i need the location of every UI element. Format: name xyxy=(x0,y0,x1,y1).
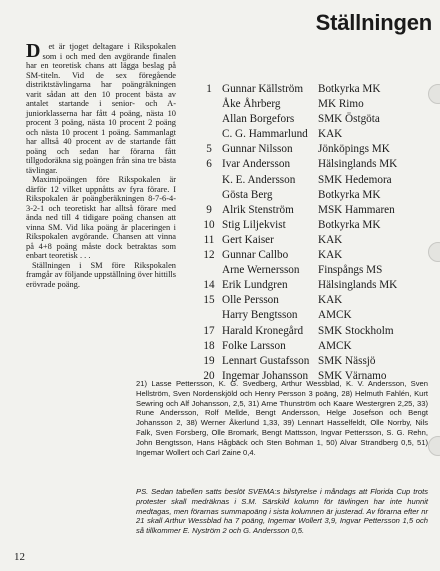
standing-position: 20 xyxy=(203,369,215,382)
intro-paragraph-2: Maximipoängen före Rikspokalen är därför 12 vilket uppnåtts av fyra förare. I Rikspokalen är poängberäkningen 8-7-6-4-3-2-1 och teoretiskt har alltså förare med ända ned till 4 tidigare poäng chansen att vinna SM. Vid lika poäng är placeringen i Rikspokalen avgörande. Chansen att vinna på 4+8 poäng måste dock betraktas som enbart teoretisk . . . xyxy=(26,175,176,260)
standings-row xyxy=(196,97,434,112)
club-name: SMK Hedemora xyxy=(318,173,392,186)
club-name: KAK xyxy=(318,249,343,262)
standings-row xyxy=(196,142,434,157)
intro-text xyxy=(26,42,176,289)
standing-position: 10 xyxy=(203,218,215,231)
standings-row xyxy=(196,173,434,188)
standing-position xyxy=(196,97,222,112)
club-name: Botkyrka MK xyxy=(318,218,381,231)
standing-position: 11 xyxy=(203,233,215,246)
standing-position xyxy=(196,173,222,188)
standing-position xyxy=(196,308,222,323)
club-name: SMK Östgöta xyxy=(318,113,380,126)
driver-name: Gunnar Callbo xyxy=(222,249,289,262)
standings-row xyxy=(196,112,434,127)
driver-name: Allan Borgefors xyxy=(222,113,295,126)
standing-position xyxy=(196,263,222,278)
club-name: SMK Värnamo xyxy=(318,369,387,382)
standing-position: 18 xyxy=(203,339,215,352)
driver-name: Gert Kaiser xyxy=(222,233,274,246)
standing-position: 6 xyxy=(206,158,212,171)
club-name: Botkyrka MK xyxy=(318,83,381,95)
standings-row xyxy=(196,339,434,354)
standing-position xyxy=(196,188,222,203)
standing-position xyxy=(196,127,222,142)
standings-row xyxy=(196,293,434,308)
club-name: Finspångs MS xyxy=(318,264,383,277)
standings-row xyxy=(196,82,434,97)
intro-paragraph-1 xyxy=(26,42,176,175)
driver-name: Erik Lundgren xyxy=(222,279,288,292)
standings-row xyxy=(196,278,434,293)
driver-name: Gunnar Källström xyxy=(222,83,304,95)
standing-position xyxy=(196,112,222,127)
standings-row xyxy=(196,218,434,233)
driver-name: Åke Åhrberg xyxy=(222,98,281,111)
standing-position: 15 xyxy=(203,294,215,307)
club-name: Hälsinglands MK xyxy=(318,158,398,171)
additional-standings-note: 21) Lasse Pettersson, K. G. Svedberg, Arthur Wessblad, K. V. Andersson, Sven Hellström, Sven Nordenskjöld och Henry Persson 3 poäng, 28) Helmuth Fahlén, Kurt Sewring och Alf Johansson, 2,5, 31) Arne Thunström och Kaare Westergren 2,25, 33) Rune Andersson, Rolf Mellde, Bengt Andersson, Helge Josefson och Bengt Johansson 2, 38) Werner Åkerlund 1,33, 39) Lennart Hasselfeldt, Olle Norrby, Nils Falk, Sven Forsberg, Olle Bromark, Bengt Mattsson, Ingvar Pettersson, S. G. Rehn, John Bengtsson, Hans Hågbäck och Sten Bohman 1, 50) Alvar Strandberg 0,5, 51) Ingemar Wollert och Carl Zaine 0,4. xyxy=(136,379,428,457)
club-name: KAK xyxy=(318,128,343,141)
standings-row xyxy=(196,354,434,369)
club-name: KAK xyxy=(318,294,343,307)
driver-name: Harald Kronegård xyxy=(222,324,304,337)
standings-row xyxy=(196,188,434,203)
intro-paragraph-1-text: et är tjoget deltagare i Rikspokalen som i och med den avgörande finalen har en teoretisk chans att lägga beslag på SM-titeln. Vid de sex föregående distriktstävlingarna har poängräkningen varit sådan att den 10 procent bästa av antalet startande i senior- och A-juniorklasserna har fått 4 poäng, nästa 10 procent 3 poäng, nästa 10 procent 2 poäng och nästa 10 procent 1 poäng. Sammanlagt har alltså 40 procent av de startande fått poäng och sedan har förarna fått tillgodoräkna sig poängen från sina tre bästa tävlingar. xyxy=(26,42,176,175)
standing-position: 17 xyxy=(203,324,215,337)
club-name: MSK Hammaren xyxy=(318,203,395,216)
binder-hole-bottom xyxy=(428,436,440,456)
standing-position: 14 xyxy=(203,279,215,292)
drop-cap: D xyxy=(26,40,41,62)
standings-row xyxy=(196,203,434,218)
standings-row xyxy=(196,157,434,172)
standings-row xyxy=(196,308,434,323)
club-name: AMCK xyxy=(318,309,352,322)
standings-row xyxy=(196,127,434,142)
driver-name: Stig Liljekvist xyxy=(222,218,286,231)
standing-position: 12 xyxy=(203,249,215,262)
page-title: Ställningen xyxy=(315,10,432,35)
postscript-note: PS. Sedan tabellen satts beslöt SVEMA:s bilstyrelse i måndags att Florida Cup trots protester skall medräknas i S.M. Särskild kolumn för tävlingen har inte hunnit medtagas, men förarnas summapoäng i sista kolumnen är justerad. Av förarna efter nr 21 skall Arthur Wessblad ha 7 poäng, Ingemar Wollert 3,9, Ingvar Pettersson 1,5 och så tillkommer E. Nyström 2 och G. Andersson 0,5. xyxy=(136,487,428,536)
driver-name: Ingemar Johansson xyxy=(222,369,309,382)
standing-position: 5 xyxy=(206,143,212,156)
club-name: Hälsinglands MK xyxy=(318,279,398,292)
standings-list xyxy=(196,82,434,384)
page-number: 12 xyxy=(14,551,25,563)
club-name: MK Rimo xyxy=(318,98,364,111)
standing-position: 9 xyxy=(206,203,212,216)
standings-row xyxy=(196,324,434,339)
standings-row xyxy=(196,248,434,263)
club-name: Botkyrka MK xyxy=(318,188,381,201)
driver-name: Gunnar Nilsson xyxy=(222,143,293,156)
driver-name: Gösta Berg xyxy=(222,188,273,201)
driver-name: Arne Wernersson xyxy=(222,264,300,277)
club-name: SMK Stockholm xyxy=(318,324,394,337)
club-name: SMK Nässjö xyxy=(318,354,376,367)
club-name: KAK xyxy=(318,233,343,246)
driver-name: Ivar Andersson xyxy=(222,158,291,171)
driver-name: Olle Persson xyxy=(222,294,279,307)
driver-name: C. G. Hammarlund xyxy=(222,128,308,141)
driver-name: Lennart Gustafsson xyxy=(222,354,310,367)
standing-position: 19 xyxy=(203,354,215,367)
driver-name: Alrik Stenström xyxy=(222,203,294,216)
driver-name: Harry Bengtsson xyxy=(222,309,298,322)
club-name: Jönköpings MK xyxy=(318,143,390,156)
intro-paragraph-3: Ställningen i SM före Rikspokalen framgår av följande uppställning över hittills erövrade poäng. xyxy=(26,260,177,289)
standings-row xyxy=(196,263,434,278)
driver-name: K. E. Andersson xyxy=(222,173,296,186)
standings-row xyxy=(196,233,434,248)
standing-position: 1 xyxy=(206,83,212,95)
club-name: AMCK xyxy=(318,339,352,352)
driver-name: Folke Larsson xyxy=(222,339,286,352)
